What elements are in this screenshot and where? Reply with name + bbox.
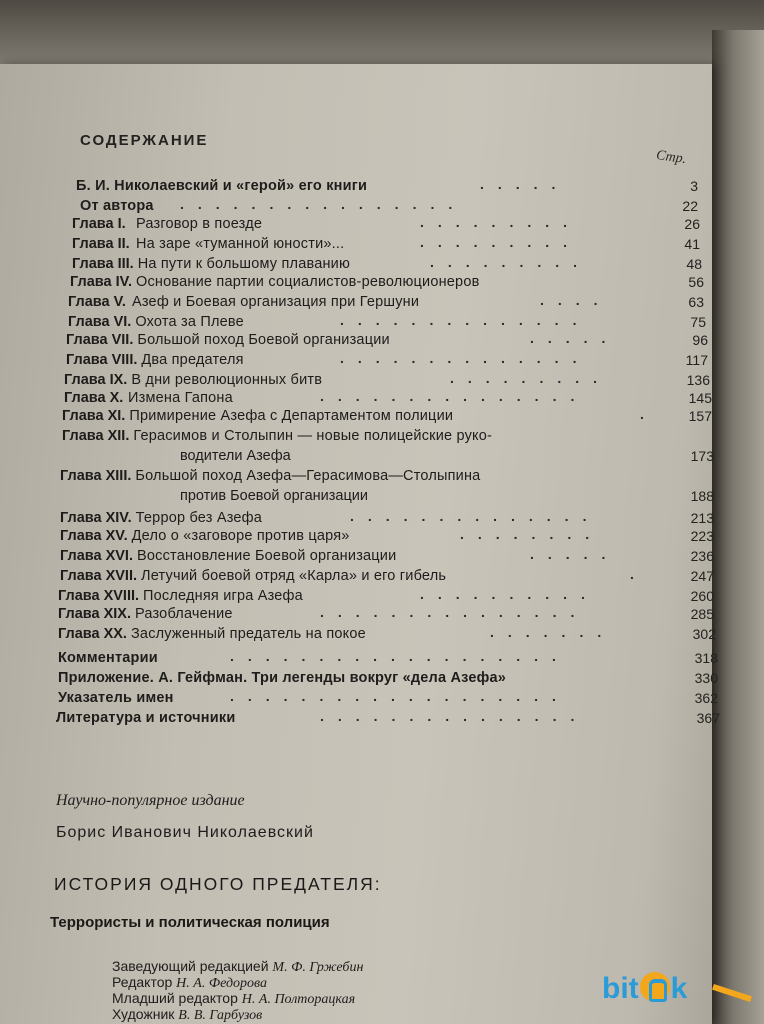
toc-entry <box>72 254 350 274</box>
entry-title: Заслуженный предатель на покое <box>130 626 366 642</box>
toc-entry <box>60 546 396 566</box>
page-number: 236 <box>690 548 714 564</box>
page-number: 157 <box>688 408 712 424</box>
page-number: 145 <box>688 390 712 406</box>
page-number: 41 <box>684 236 700 252</box>
toc-entry <box>60 508 262 528</box>
page-number: 367 <box>696 710 720 726</box>
chapter-label: Глава V. <box>68 294 126 310</box>
entry-title: Большой поход Азефа—Герасимова—Столыпина <box>135 468 481 484</box>
toc-entry <box>72 234 344 254</box>
leader-dots: ............... <box>320 708 589 724</box>
entry-title: Большой поход Боевой организации <box>137 332 390 348</box>
toc-entry <box>56 708 235 728</box>
leader-dots: . <box>630 566 648 582</box>
leader-dots: .......... <box>420 586 599 602</box>
entry-title: Примирение Азефа с Департаментом полиции <box>129 408 454 424</box>
toc-entry-continuation: против Боевой организации <box>180 488 368 504</box>
chapter-label: Глава VI. <box>68 314 132 330</box>
staff-role: Художник <box>112 1006 175 1022</box>
entry-title: На пути к большому плаванию <box>137 256 351 272</box>
entry-title: Герасимов и Столыпин — новые полицейские руко- <box>133 428 493 444</box>
entry-title: От автора <box>80 198 154 214</box>
chapter-label: Глава III. <box>72 256 134 272</box>
chapter-label: Глава XVIII. <box>58 588 140 604</box>
page-number: 285 <box>690 606 714 622</box>
leader-dots: ............... <box>320 388 589 404</box>
page-number: 63 <box>688 294 704 310</box>
entry-title: Два предателя <box>141 352 244 368</box>
page-number: 56 <box>688 274 704 290</box>
page-number: 3 <box>690 178 698 194</box>
toc-entry <box>72 214 262 234</box>
chapter-label: Глава II. <box>72 236 130 252</box>
watermark-logo <box>602 972 752 1016</box>
entry-title: Охота за Плеве <box>135 314 244 330</box>
chapter-label: Глава XI. <box>62 408 126 424</box>
page-number: 117 <box>685 352 708 368</box>
toc-entry <box>58 648 158 668</box>
toc-entry <box>66 330 390 350</box>
chapter-label: Глава VII. <box>66 332 134 348</box>
leader-dots: ......... <box>430 254 592 270</box>
staff-role: Младший редактор <box>112 990 238 1006</box>
page-number: 302 <box>692 626 716 642</box>
leader-dots: .... <box>540 292 612 308</box>
chapter-label: Глава I. <box>72 216 126 232</box>
entry-title: Разоблачение <box>135 606 233 622</box>
page-number: 330 <box>694 670 718 686</box>
leader-dots: ..... <box>530 330 620 346</box>
staff-name: Н. А. Федорова <box>176 976 268 991</box>
entry-title: Основание партии социалистов-революционеров <box>136 274 480 290</box>
leader-dots: ................... <box>230 648 570 664</box>
chapter-label: Глава XIV. <box>60 510 132 526</box>
page-number: 223 <box>690 528 714 544</box>
page-number: 318 <box>694 650 718 666</box>
chapter-label: Глава X. <box>64 390 124 406</box>
toc-entry <box>58 688 174 708</box>
toc-entry <box>60 566 446 586</box>
page-number: 188 <box>690 488 714 504</box>
page-number: 26 <box>684 216 700 232</box>
leader-dots: ..... <box>530 546 620 562</box>
watermark-text-right: k <box>670 972 688 1005</box>
leader-dots: ......... <box>450 370 612 386</box>
staff-name: Н. А. Полторацкая <box>241 992 356 1007</box>
book-subtitle: Террористы и политическая полиция <box>50 914 330 931</box>
toc-entry <box>58 624 366 644</box>
chapter-label: Глава IX. <box>64 372 128 388</box>
arrow-icon <box>712 984 752 1002</box>
entry-title: Литература и источники <box>56 710 236 726</box>
chapter-label: Глава XV. <box>60 528 128 544</box>
staff-name: М. Ф. Гржебин <box>272 960 364 975</box>
entry-title: Азеф и Боевая организация при Гершуни <box>132 294 420 310</box>
leader-dots: . <box>640 406 658 422</box>
toc-title: СОДЕРЖАНИЕ <box>80 132 209 149</box>
toc-entry <box>64 388 233 408</box>
entry-title: Последняя игра Азефа <box>143 588 303 604</box>
leader-dots: ........ <box>460 526 604 542</box>
entry-title: Восстановление Боевой организации <box>137 548 397 564</box>
entry-title: Разговор в поезде <box>136 216 263 232</box>
page-number: 22 <box>682 198 698 214</box>
entry-title: Комментарии <box>58 650 158 666</box>
entry-title: Б. И. Николаевский и «герой» его книги <box>76 178 368 194</box>
chapter-label: Глава XIII. <box>60 468 132 484</box>
staff-role: Заведующий редакцией <box>112 958 269 974</box>
toc-entry <box>80 196 154 216</box>
author-name: Борис Иванович Николаевский <box>56 824 314 841</box>
hand-coin-icon <box>640 972 670 1002</box>
chapter-label: Глава XVII. <box>60 568 138 584</box>
leader-dots: .............. <box>340 312 591 328</box>
toc-entry <box>58 586 303 606</box>
entry-title: Приложение. А. Гейфман. Три легенды вокруг «дела Азефа» <box>58 670 507 686</box>
page-column-header: Стр. <box>655 147 688 168</box>
book-title: ИСТОРИЯ ОДНОГО ПРЕДАТЕЛЯ: <box>54 874 382 894</box>
entry-title: На заре «туманной юности»... <box>136 236 345 252</box>
entry-title: Летучий боевой отряд «Карла» и его гибель <box>141 568 447 584</box>
staff-line <box>112 1006 262 1024</box>
toc-entry <box>60 526 350 546</box>
leader-dots: .............. <box>340 350 591 366</box>
page-number: 247 <box>690 568 714 584</box>
leader-dots: ......... <box>420 234 582 250</box>
toc-entry <box>62 406 453 426</box>
watermark-text-left: bit <box>602 972 639 1005</box>
page-number: 173 <box>690 448 714 464</box>
leader-dots: ......... <box>420 214 582 230</box>
chapter-label: Глава IV. <box>70 274 132 290</box>
entry-title: Измена Гапона <box>128 390 233 406</box>
toc-entry <box>58 668 506 688</box>
leader-dots: ................ <box>180 196 467 212</box>
chapter-label: Глава XIX. <box>58 606 131 622</box>
leader-dots: ..... <box>480 176 570 192</box>
page-number: 260 <box>690 588 714 604</box>
toc-entry <box>66 350 244 370</box>
entry-title: В дни революционных битв <box>131 372 323 388</box>
leader-dots: .............. <box>350 508 601 524</box>
toc-entry-continuation: водители Азефа <box>180 448 291 464</box>
entry-title: Террор без Азефа <box>135 510 263 526</box>
toc-entry <box>76 176 367 196</box>
toc-entry <box>68 312 244 332</box>
toc-entry <box>60 466 480 486</box>
staff-name: В. В. Гарбузов <box>178 1008 263 1023</box>
toc-entry <box>68 292 419 312</box>
page-number: 75 <box>690 314 706 330</box>
chapter-label: Глава XVI. <box>60 548 133 564</box>
page-number: 48 <box>686 256 702 272</box>
page-number: 136 <box>686 372 710 388</box>
page-number: 96 <box>692 332 708 348</box>
toc-entry <box>58 604 233 624</box>
toc-entry <box>64 370 322 390</box>
chapter-label: Глава XX. <box>58 626 127 642</box>
page-number: 362 <box>694 690 718 706</box>
leader-dots: ................... <box>230 688 570 704</box>
entry-title: Дело о «заговоре против царя» <box>131 528 350 544</box>
toc-entry <box>62 426 492 446</box>
chapter-label: Глава XII. <box>62 428 130 444</box>
toc-entry <box>70 272 480 292</box>
edition-type: Научно-популярное издание <box>56 792 245 809</box>
page-number: 213 <box>690 510 714 526</box>
chapter-label: Глава VIII. <box>66 352 138 368</box>
entry-title: Указатель имен <box>58 690 174 706</box>
leader-dots: ....... <box>490 624 616 640</box>
leader-dots: ............... <box>320 604 589 620</box>
staff-role: Редактор <box>112 974 173 990</box>
